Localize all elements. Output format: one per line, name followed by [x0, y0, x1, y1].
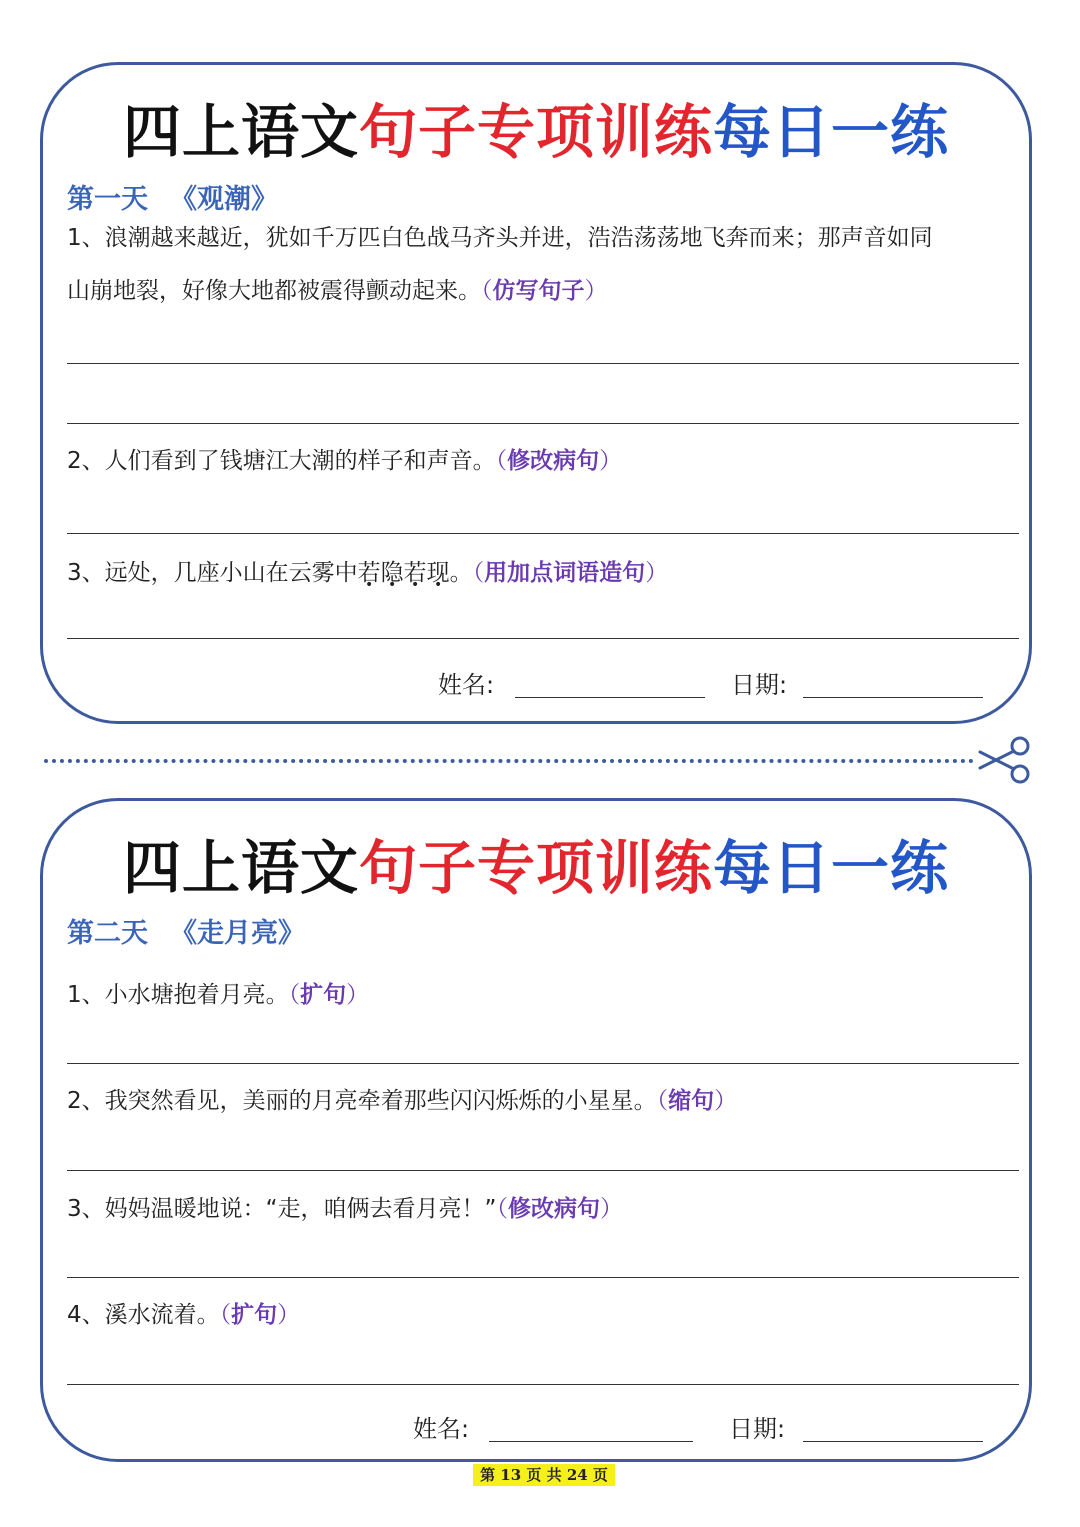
dotted-char: 若 — [403, 560, 427, 586]
day-heading — [67, 911, 305, 950]
question-3: 3、妈妈温暖地说：“走，咱俩去看月亮！”（修改病句） — [67, 1196, 623, 1222]
question-tag: 扩句 — [231, 1302, 278, 1328]
page-number: 第 13 页 共 24 页 — [473, 1464, 615, 1486]
date-input-line[interactable] — [803, 1441, 983, 1442]
question-tag: 缩句 — [668, 1088, 715, 1114]
answer-line[interactable] — [67, 1063, 1019, 1064]
question-text-line2: 山崩地裂，好像大地都被震得颤动起来。 — [67, 278, 481, 304]
date-label: 日期: — [729, 1415, 786, 1443]
name-label: 姓名: — [413, 1415, 470, 1443]
question-text: 3、远处，几座小山在云雾中 — [67, 560, 358, 586]
worksheet-title — [43, 85, 1029, 169]
question-3: 3、远处，几座小山在云雾中若隐若现。（用加点词语造句） — [67, 560, 669, 586]
question-text-line1: 1、浪潮越来越近，犹如千万匹白色战马齐头并进，浩浩荡荡地飞奔而来；那声音如同 — [67, 225, 933, 251]
lesson-title: 《走月亮》 — [170, 918, 305, 949]
title-part2: 句子专项训练 — [358, 834, 713, 902]
name-label: 姓名: — [438, 671, 495, 699]
day-heading — [67, 177, 278, 216]
name-input-line[interactable] — [515, 697, 705, 698]
question-1: 1、浪潮越来越近，犹如千万匹白色战马齐头并进，浩浩荡荡地飞奔而来；那声音如同 山崩地裂，好像大地都被震得颤动起来。（仿写句子） — [67, 212, 1017, 318]
lesson-title: 《观潮》 — [170, 184, 278, 215]
answer-line[interactable] — [67, 1384, 1019, 1385]
dotted-char: 若 — [357, 560, 381, 586]
title-part2: 句子专项训练 — [358, 98, 713, 166]
question-tag: 扩句 — [300, 982, 347, 1008]
worksheet-title — [43, 821, 1029, 905]
title-part3: 每日一练 — [713, 98, 950, 166]
question-2: 2、我突然看见，美丽的月亮牵着那些闪闪烁烁的小星星。（缩句） — [67, 1088, 738, 1114]
answer-line[interactable] — [67, 363, 1019, 364]
question-tag: 用加点词语造句 — [484, 560, 646, 586]
question-tag: 修改病句 — [507, 1196, 600, 1222]
question-2: 2、人们看到了钱塘江大潮的样子和声音。（修改病句） — [67, 448, 623, 474]
question-4: 4、溪水流着。（扩句） — [67, 1302, 301, 1328]
question-text: 4、溪水流着。 — [67, 1302, 220, 1328]
day-label: 第一天 — [67, 184, 148, 215]
question-text: 2、我突然看见，美丽的月亮牵着那些闪闪烁烁的小星星。 — [67, 1088, 657, 1114]
scissors-icon — [976, 734, 1034, 786]
title-part1: 四上语文 — [122, 834, 359, 902]
answer-line[interactable] — [67, 638, 1019, 639]
answer-line[interactable] — [67, 1170, 1019, 1171]
date-input-line[interactable] — [803, 697, 983, 698]
worksheet-card-day1 — [40, 62, 1032, 724]
cut-line — [44, 759, 974, 763]
worksheet-card-day2 — [40, 798, 1032, 1462]
dotted-char: 隐 — [380, 560, 404, 586]
question-text: 1、小水塘抱着月亮。 — [67, 982, 289, 1008]
title-part1: 四上语文 — [122, 98, 359, 166]
question-text: 3、妈妈温暖地说：“走，咱俩去看月亮！” — [67, 1196, 497, 1222]
question-text: 2、人们看到了钱塘江大潮的样子和声音。 — [67, 448, 496, 474]
answer-line[interactable] — [67, 423, 1019, 424]
name-input-line[interactable] — [489, 1441, 693, 1442]
day-label: 第二天 — [67, 918, 148, 949]
title-part3: 每日一练 — [713, 834, 950, 902]
date-label: 日期: — [731, 671, 788, 699]
question-tag: 修改病句 — [507, 448, 600, 474]
answer-line[interactable] — [67, 1277, 1019, 1278]
question-tag: 仿写句子 — [492, 278, 585, 304]
answer-line[interactable] — [67, 533, 1019, 534]
dotted-char: 现 — [426, 560, 450, 586]
question-1: 1、小水塘抱着月亮。（扩句） — [67, 982, 370, 1008]
